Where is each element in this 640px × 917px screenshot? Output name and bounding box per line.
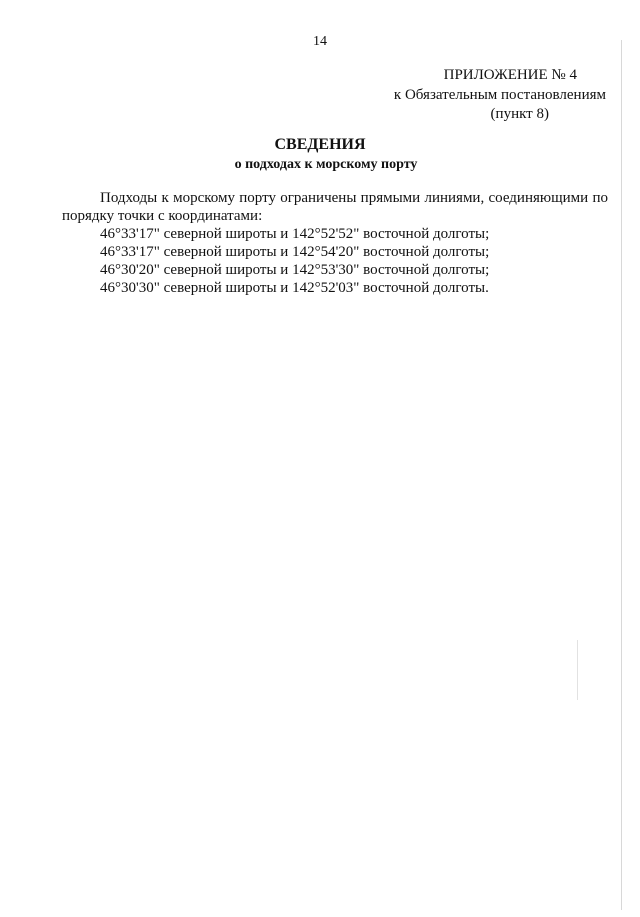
scan-edge-line: [621, 40, 622, 910]
appendix-title: ПРИЛОЖЕНИЕ № 4: [443, 67, 577, 83]
appendix-reference: к Обязательным постановлениям: [393, 87, 606, 103]
document-heading: [0, 135, 640, 174]
page-number: 14: [313, 34, 327, 49]
coordinates-list: [62, 225, 608, 297]
coordinate-item: 46°33'17" северной широты и 142°54'20" восточной долготы;: [100, 244, 490, 260]
coordinate-item: 46°33'17" северной широты и 142°52'52" восточной долготы;: [100, 226, 490, 242]
document-body: [62, 189, 608, 297]
document-title: СВЕДЕНИЯ: [274, 136, 366, 153]
appendix-block: [346, 66, 606, 124]
appendix-clause: (пункт 8): [490, 106, 549, 122]
coordinate-item: 46°30'30" северной широты и 142°52'03" восточной долготы.: [100, 280, 489, 296]
document-subtitle: о подходах к морскому порту: [234, 157, 418, 172]
scan-artifact-mark: [577, 640, 578, 700]
intro-paragraph: Подходы к морскому порту ограничены прямыми линиями, соединяющими по порядку точки с координатами:: [62, 190, 608, 224]
coordinate-item: 46°30'20" северной широты и 142°53'30" восточной долготы;: [100, 262, 490, 278]
